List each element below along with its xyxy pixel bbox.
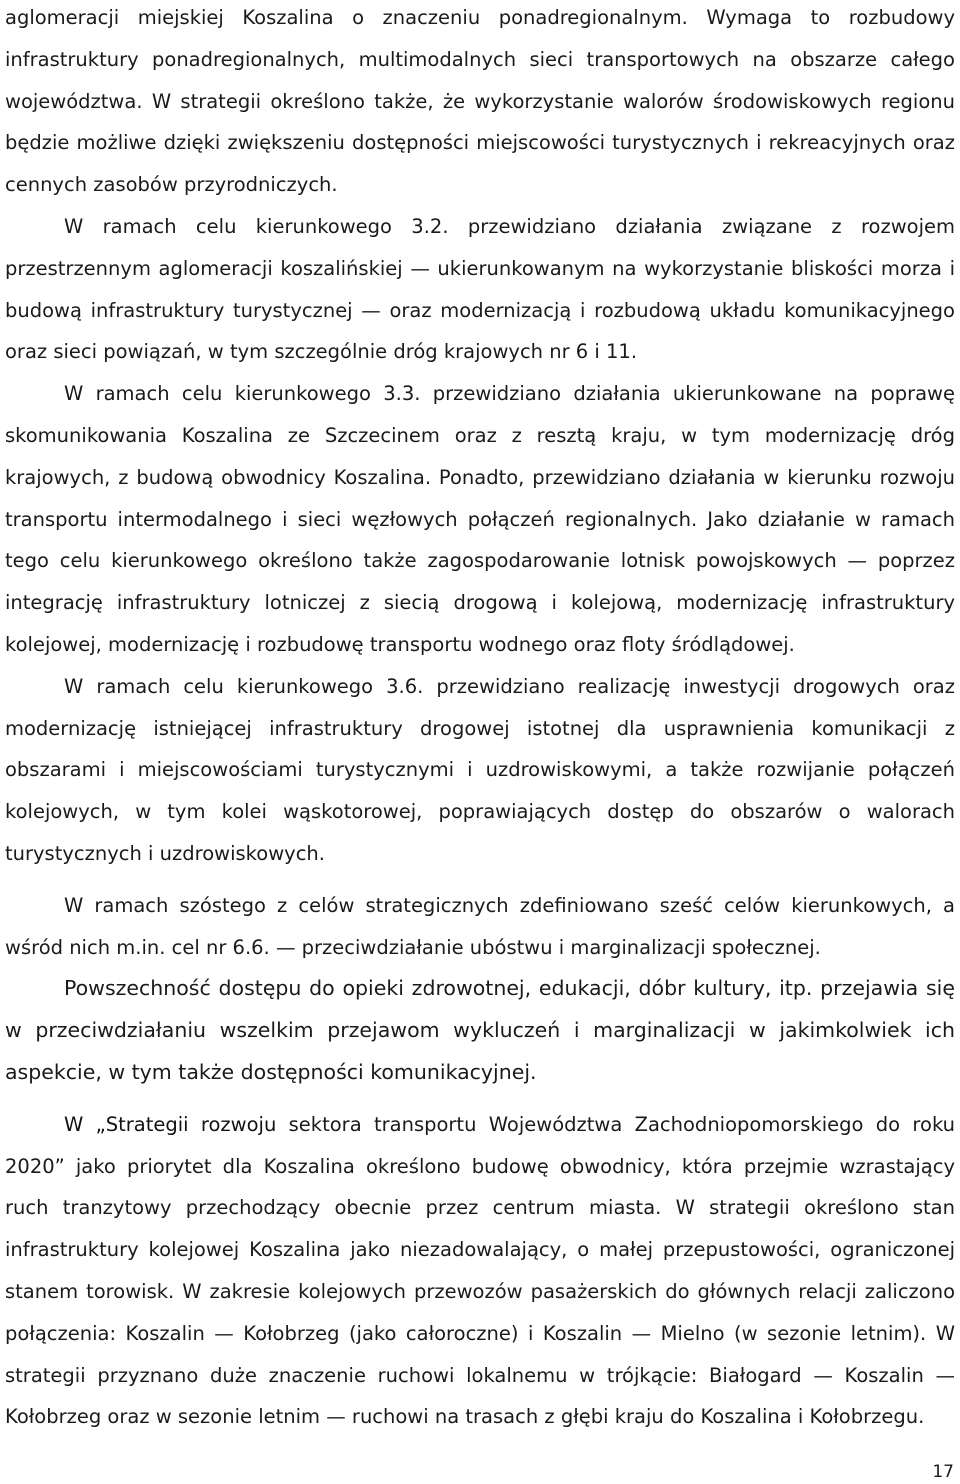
document-page [5,0,955,1484]
paragraph-7-rest: sektora transportu Województwa Zachodniopomorskiego do roku 2020” jako priorytet dla Koszalina określono budowę obwodnicy, która przejmie wzrastający ruch tranzytowy przechodzący obecnie przez centrum miasta. W strategii określono stan infrastruktury kolejowej Koszalina jako niezadowalający, o małej przepustowości, ograniczonej stanem torowisk. W zakresie kolejowych przewozów pasażerskich do głównych relacji zaliczono połączenia: Koszalin — Kołobrzeg (jako całoroczne) i Koszalin — Mielno (w sezonie letnim). W strategii przyznano duże znaczenie ruchowi lokalnemu w trójkącie: Białogard — Koszalin — Kołobrzeg oraz w sezonie letnim — ruchowi na trasach z głębi kraju do Koszalina i Kołobrzegu. [5,1112,955,1429]
paragraph-3: W ramach celu kierunkowego 3.3. przewidziano działania ukierunkowane na poprawę skomunikowania Koszalina ze Szczecinem oraz z resztą kraju, w tym modernizację dróg krajowych, z budową obwodnicy Koszalina. Ponadto, przewidziano działania w kierunku rozwoju transportu intermodalnego i sieci węzłowych połączeń regionalnych. Jako działanie w ramach tego celu kierunkowego określono także zagospodarowanie lotnisk powojskowych — poprzez integrację infrastruktury lotniczej z siecią drogową i kolejową, modernizację infrastruktury kolejowej, modernizację i rozbudowę transportu wodnego oraz floty śródlądowej. [5,382,955,656]
paragraph-2: W ramach celu kierunkowego 3.2. przewidziano działania związane z rozwojem przestrzennym aglomeracji koszalińskiej — ukierunkowanym na wykorzystanie bliskości morza i budową infrastruktury turystycznej — oraz modernizacją i rozbudową układu komunikacyjnego oraz sieci powiązań, w tym szczególnie dróg krajowych nr 6 i 11. [5,214,955,364]
paragraph-5: W ramach szóstego z celów strategicznych zdefiniowano sześć celów kierunkowych, a wśród nich m.in. cel nr 6.6. — przeciwdziałanie ubóstwu i marginalizacji społecznej. [5,893,955,959]
paragraph-1: aglomeracji miejskiej Koszalina o znaczeniu ponadregionalnym. Wymaga to rozbudowy infrastruktury ponadregionalnych, multimodalnych sieci transportowych na obszarze całego województwa. W strategii określono także, że wykorzystanie walorów środowiskowych regionu będzie możliwe dzięki zwiększeniu dostępności miejscowości turystycznych i rekreacyjnych oraz cennych zasobów przyrodniczych. [5,6,955,197]
paragraph-7 [5,1104,955,1438]
paragraph-6-highlight: Powszechność dostępu do opieki zdrowotnej, edukacji, dóbr kultury, itp. przejawia się w przeciwdziałaniu wszelkim przejawom wykluczeń i marginalizacji w jakimkolwiek ich aspekcie, w tym także dostępności komunikacyjnej. [5,976,955,1084]
page-number: 17 [932,1462,954,1482]
paragraph-4: W ramach celu kierunkowego 3.6. przewidziano realizację inwestycji drogowych oraz modernizację istniejącej infrastruktury drogowej istotnej dla usprawnienia komunikacji z obszarami i miejscowościami turystycznymi i uzdrowiskowymi, a także rozwijanie połączeń kolejowych, w tym kolei wąskotorowej, poprawiających dostęp do obszarów o walorach turystycznych i uzdrowiskowych. [5,674,955,865]
strategy-title-lead: W „Strategii rozwoju [64,1112,277,1136]
